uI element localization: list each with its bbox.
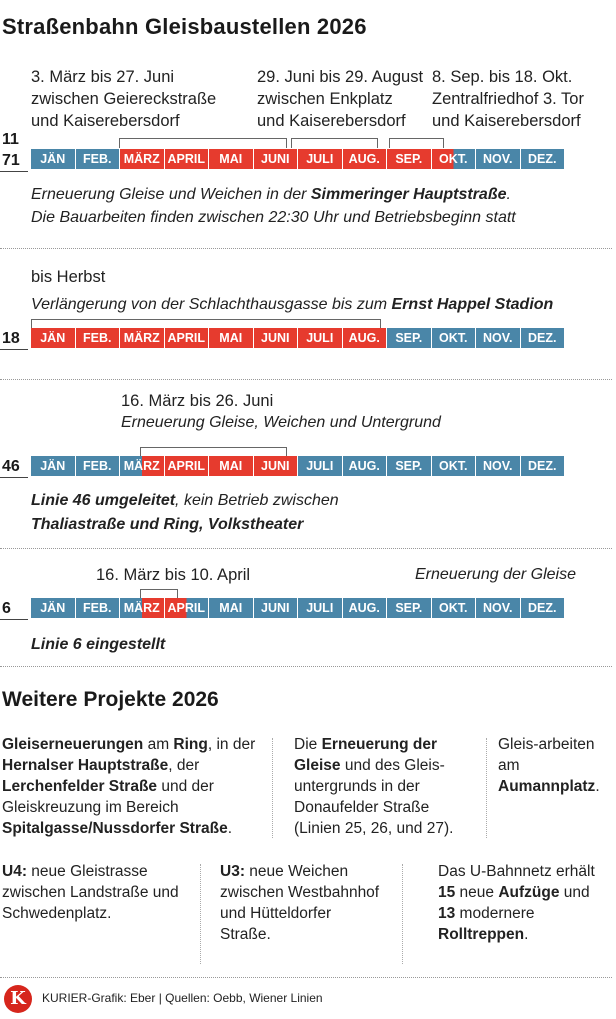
month-cell-1-8: SEP.	[387, 328, 431, 348]
month-cell-1-11: DEZ.	[521, 328, 565, 348]
month-cell-0-7: AUG.	[343, 149, 387, 169]
month-cell-1-9: OKT.	[432, 328, 476, 348]
month-cell-3-2: MÄRZ	[120, 598, 164, 618]
month-cell-2-8: SEP.	[387, 456, 431, 476]
month-cell-3-7: AUG.	[343, 598, 387, 618]
line-number-6: 6	[2, 600, 11, 617]
month-cell-3-4: MAI	[209, 598, 253, 618]
month-cell-1-5: JUNI	[254, 328, 298, 348]
month-cell-0-9: OKT.	[432, 149, 476, 169]
project-ring: Gleiserneuerungen am Ring, in der Hernalser Hauptstraße, der Lerchenfelder Straße und der Gleiskreuzung im Bereich Spitalgasse/Nussdorfer Straße.	[2, 736, 256, 837]
month-cell-2-11: DEZ.	[521, 456, 565, 476]
s1-label-1: 3. März bis 27. Juni zwischen Geiereckstraße und Kaiserebersdorf	[31, 68, 217, 130]
month-cell-1-7: AUG.	[343, 328, 387, 348]
month-cell-3-11: DEZ.	[521, 598, 565, 618]
s1-description-1: Erneuerung Gleise und Weichen in der Simmeringer Hauptstraße.	[31, 186, 511, 203]
month-cell-0-4: MAI	[209, 149, 253, 169]
kurier-logo: K	[4, 985, 32, 1013]
month-cell-2-5: JUNI	[254, 456, 298, 476]
month-cell-0-10: NOV.	[476, 149, 520, 169]
month-cell-0-5: JUNI	[254, 149, 298, 169]
month-cell-1-0: JÄN	[31, 328, 75, 348]
s4-label-desc: Erneuerung der Gleise	[415, 566, 576, 583]
s2-label: bis Herbst	[31, 268, 106, 286]
month-cell-3-6: JULI	[298, 598, 342, 618]
month-cell-2-1: FEB.	[76, 456, 120, 476]
month-cell-2-4: MAI	[209, 456, 253, 476]
s4-month-bar	[31, 598, 565, 618]
month-cell-2-2: MÄRZ	[120, 456, 164, 476]
month-cell-3-0: JÄN	[31, 598, 75, 618]
line-number-71: 71	[2, 152, 20, 169]
line-number-11: 11	[2, 131, 19, 148]
s4-label-date: 16. März bis 10. April	[96, 566, 251, 584]
s3-month-bar	[31, 456, 565, 476]
month-cell-1-4: MAI	[209, 328, 253, 348]
s3-label-date: 16. März bis 26. Juni	[121, 392, 274, 410]
s2-description: Verlängerung von der Schlachthausgasse bis zum Ernst Happel Stadion	[31, 296, 554, 313]
project-ubahn-aufzuege: Das U-Bahnnetz erhält 15 neue Aufzüge und 13 modernere Rolltreppen.	[438, 863, 595, 943]
month-cell-0-3: APRIL	[165, 149, 209, 169]
month-cell-0-0: JÄN	[31, 149, 75, 169]
month-cell-2-9: OKT.	[432, 456, 476, 476]
month-cell-1-1: FEB.	[76, 328, 120, 348]
month-cell-2-10: NOV.	[476, 456, 520, 476]
month-cell-2-6: JULI	[298, 456, 342, 476]
month-cell-0-1: FEB.	[76, 149, 120, 169]
s3-note-2: Thaliastraße und Ring, Volkstheater	[31, 516, 304, 533]
month-cell-3-3: APRIL	[165, 598, 209, 618]
s1-month-bar	[31, 149, 565, 169]
month-cell-1-10: NOV.	[476, 328, 520, 348]
month-cell-3-10: NOV.	[476, 598, 520, 618]
month-cell-3-9: OKT.	[432, 598, 476, 618]
month-cell-1-6: JULI	[298, 328, 342, 348]
s1-label-3: 8. Sep. bis 18. Okt. Zentralfriedhof 3. Tor und Kaiserebersdorf	[432, 68, 584, 130]
month-cell-1-3: APRIL	[165, 328, 209, 348]
line-number-46: 46	[2, 458, 20, 475]
footer-source: KURIER-Grafik: Eber | Quellen: Oebb, Wiener Linien	[42, 991, 323, 1005]
month-cell-3-1: FEB.	[76, 598, 120, 618]
month-cell-0-2: MÄRZ	[120, 149, 164, 169]
month-cell-2-7: AUG.	[343, 456, 387, 476]
project-aumannplatz: Gleis-arbeiten am Aumannplatz.	[498, 736, 600, 795]
month-cell-0-8: SEP.	[387, 149, 431, 169]
further-projects-title: Weitere Projekte 2026	[2, 688, 219, 711]
project-u4: U4: neue Gleistrasse zwischen Landstraße und Schwedenplatz.	[2, 863, 179, 922]
month-cell-3-8: SEP.	[387, 598, 431, 618]
month-cell-0-6: JULI	[298, 149, 342, 169]
month-cell-0-11: DEZ.	[521, 149, 565, 169]
s3-note-1: Linie 46 umgeleitet, kein Betrieb zwischen	[31, 492, 339, 509]
project-donaufelder: Die Erneuerung der Gleise und des Gleis-untergrunds in der Donaufelder Straße (Linien 25, 26, und 27).	[294, 736, 454, 837]
month-cell-1-2: MÄRZ	[120, 328, 164, 348]
s3-label-desc: Erneuerung Gleise, Weichen und Untergrund	[121, 414, 441, 431]
month-cell-2-0: JÄN	[31, 456, 75, 476]
s1-label-2: 29. Juni bis 29. August zwischen Enkplatz und Kaiserebersdorf	[257, 68, 424, 130]
month-cell-3-5: JUNI	[254, 598, 298, 618]
page-title: Straßenbahn Gleisbaustellen 2026	[2, 14, 367, 39]
line-number-18: 18	[2, 330, 20, 347]
s2-month-bar	[31, 328, 565, 348]
project-u3: U3: neue Weichen zwischen Westbahnhof und Hütteldorfer Straße.	[220, 863, 380, 943]
s4-note: Linie 6 eingestellt	[31, 636, 166, 653]
s1-description-2: Die Bauarbeiten finden zwischen 22:30 Uhr und Betriebsbeginn statt	[31, 209, 516, 226]
month-cell-2-3: APRIL	[165, 456, 209, 476]
